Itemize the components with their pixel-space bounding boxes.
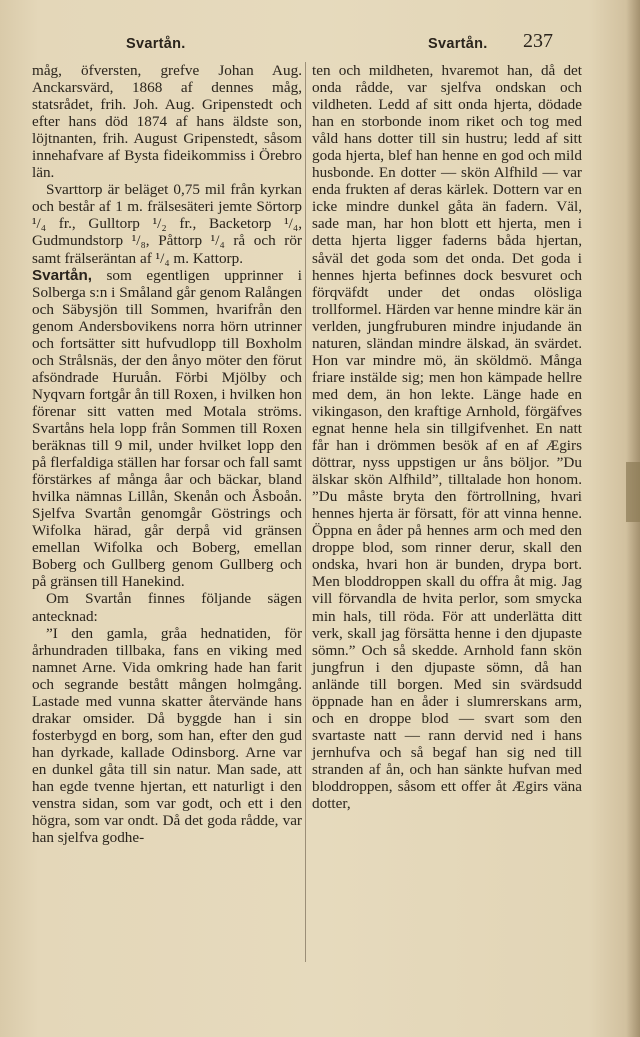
running-head-right: Svartån. [428, 36, 488, 52]
paragraph: ten och mildheten, hvaremot han, då det onda rådde, var sjelfva ondskan och vildheten. Ledd af sitt onda hjerta, dödade han en storbonde inom riket och tog med våld hans dotter till sin hustru; ledd af sitt goda hjerta, blef han henne en god och mild husbonde. En dotter — skön Alfhild — var enda frukten af deras kärlek. Dottern var en icke mindre dunkel gåta än fadern. Väl, sade man, har hon blott ett hjerta, men i detta hjerta ligger faderns båda hjertan, såväl det goda som det onda. Det goda i hennes hjerta befinnes dock besvuret och förqväfdt under det ondas olösliga trollformel. Härden var henne mindre kär än verlden, jungfruburen mindre injudande än naturen, sländan mindre älskad, än svärdet. Hon var mindre mö, än sköldmö. Många friare instälde sig; men hon kämpade hellre med dem, än hon lekte. Länge hade en vikingason, den kraftige Arnhold, förgäfves egnat henne hela sin tillgifvenhet. En natt får han i drömmen besök af en af Ægirs döttrar, nyss uppstigen ur åns böljor. ”Du älskar skön Alfhild”, tilltalade hon honom. ”Du måste bryta den förtrollning, hvari hennes hjerta är försatt, för att vinna henne. Öppna en åder på hennes arm och med den droppe blod, som rinner derur, skall den ondska, hvari hon är bunden, drypa bort. Men bloddroppen skall du offra åt mig. Jag vill förvandla de hvita perlor, som smycka min hals, till röda. För att underlätta ditt verk, skall jag försätta henne i den djupaste sömn.” Och så skedde. Arnhold fann skön jungfrun i den djupaste sömn, då han anlände till borgen. Med sin svärdsudd öppnade han en åder i slumrerskans arm, och en droppe blod — svart som den svartaste natt — rann dervid ned i hans jernhufva och så begaf han sig ned till stranden af ån, och han sänkte hufvan med bloddroppen, såsom ett offer åt Ægirs väna dotter, [312, 62, 582, 813]
paragraph: måg, öfversten, grefve Johan Aug. Anckarsvärd, 1868 af dennes måg, statsrådet, frih. Joh. Aug. Gripenstedt och efter hans död 1874 af hans äldste son, löjtnanten, frih. August Gripenstedt, såsom innehafvare af Bysta fideikommiss i Örebro län. [32, 62, 302, 182]
left-column [32, 62, 302, 846]
paragraph [32, 267, 302, 591]
page-tab-marker [626, 462, 640, 522]
page-header [0, 30, 640, 58]
column-rule [305, 62, 306, 962]
entry-headword: Svartån, [32, 266, 92, 284]
entry-text: som egentligen upprinner i Solberga s:n i Småland går genom Ralången och Säbysjön till Sommen, hvarifrån den genom Andersbovikens norra hörn utrinner och fortsätter sitt hufvudlopp till Boxholm och Strålsnäs, der den ånyo möter den förut afsöndrade Huruån. Förbi Mjölby och Nyqvarn fortgår ån till Roxen, i hvilken hon förenar sitt vatten med Motala ströms. Svartåns hela lopp från Sommen till Roxen beräknas till 9 mil, under hvilket lopp den på flerfaldiga ställen har forsar och fall samt förstärkes af många åar och bäckar, bland hvilka nämnas Lillån, Skenån och Åsboån. Sjelfva Svartån genomgår Göstrings och Wifolka härad, går derpå vid gränsen emellan Wifolka och Boberg, emellan Boberg och Gullberg genom Gullberg och på gränsen till Hanekind. [32, 266, 302, 591]
paragraph: Svarttorp är beläget 0,75 mil från kyrkan och består af 1 m. frälsesäteri jemte Sörtorp ¹/₄ fr., Gulltorp ¹/₂ fr., Backetorp ¹/₄, Gudmundstorp ¹/₈, Påttorp ¹/₄ rå och rör samt frälseräntan af ¹/₄ m. Kattorp. [32, 181, 302, 267]
page-number: 237 [523, 30, 553, 52]
paragraph: Om Svartån finnes följande sägen antecknad: [32, 590, 302, 625]
right-column [312, 62, 582, 812]
paragraph: ”I den gamla, gråa hednatiden, för århundraden tillbaka, fans en viking med namnet Arne. Vida omkring hade han farit och segrande bestått mången holmgång. Lastade med vunna skatter återvände hans drakar omsider. Då byggde han i sin fosterbygd en borg, som han, efter den gud han dyrkade, kallade Odinsborg. Arne var en dunkel gåta till sin natur. Man sade, att han egde tvenne hjertan, ett naturligt i den venstra sidan, som var godt, och ett i den högra, som var ondt. Då det goda rådde, var han sjelfva godhe- [32, 624, 302, 847]
running-head-left: Svartån. [126, 36, 186, 52]
